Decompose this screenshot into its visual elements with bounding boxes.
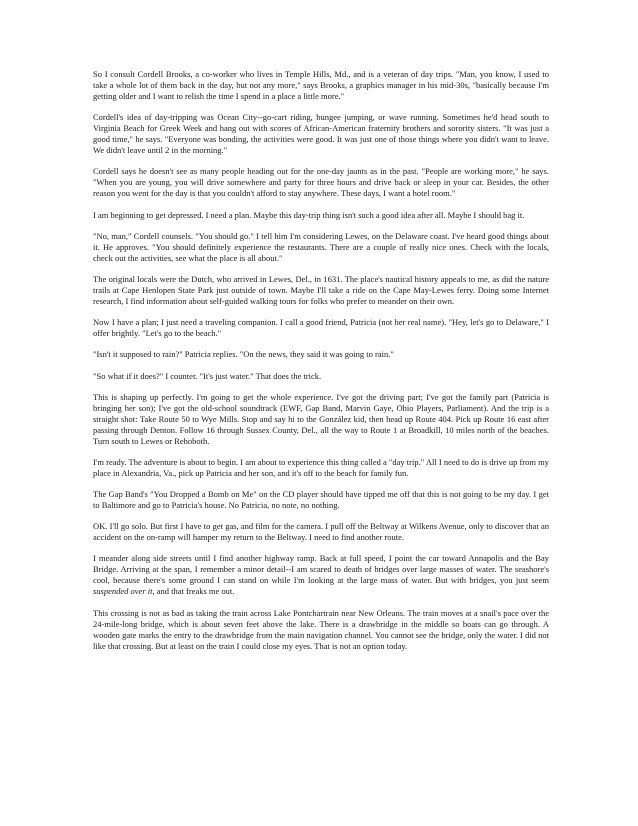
paragraph-ocean-city: Cordell's idea of day-tripping was Ocean City--go-cart riding, bungee jumping, or wave running. Sometimes he'd head south to Virginia Beach for Greek Week and hang out with scores of African-American fraternity brothers and sorority sisters. "It was just a good time," he says. "Everyone was bonding, the activities were good. It was just one of those things where you didn't want to leave. We didn't leave until 2 in the morning." (93, 112, 549, 156)
article-body (93, 69, 549, 662)
paragraph-route: This is shaping up perfectly. I'm going to get the whole experience. I've got the driving part; I've got the family part (Patricia is bringing her son); I've got the old-school soundtrack (EWF, Gap Band, Marvin Gaye, Ohio Players, Parliament). And the trip is a straight shot: Take Route 50 to Wye Mills. Stop and say hi to the González kid, then head up Route 404. Pick up Route 16 east after passing through Denton. Follow 16 through Sussex County, Del., all the way to Route 1 at Broadkill, 10 miles north of the beaches. Turn south to Lewes or Rehoboth. (93, 391, 549, 446)
paragraph-rain: "Isn't it supposed to rain?" Patricia replies. "On the news, they said it was going to rain." (93, 349, 394, 360)
paragraph-lewes: "No, man," Cordell counsels. "You should go." I tell him I'm considering Lewes, on the Delaware coast. I've heard good things about it. He approves. "You should definitely experience the restaurants. There are a couple of really nice ones. Check with the locals, check out the activities, see what the place is all about." (93, 230, 549, 263)
bridge-emphasis-text: suspended over it (93, 586, 153, 597)
paragraph-gap-band: The Gap Band's "You Dropped a Bomb on Me" on the CD player should have tipped me off that this is not going to be my day. I get to Baltimore and go to Patricia's house. No Patricia, no note, no nothing. (93, 489, 549, 511)
paragraph-companion: Now I have a plan; I just need a traveling companion. I call a good friend, Patricia (not her real name). "Hey, let's go to Delaware," I offer brightly. "Let's go to the beach." (93, 317, 549, 339)
paragraph-solo: OK. I'll go solo. But first I have to get gas, and film for the camera. I pull off the Beltway at Wilkens Avenue, only to discover that an accident on the on-ramp will hamper my return to the Beltway. I need to find another route. (93, 521, 549, 543)
bridge-lead-text: I meander along side streets until I find another highway ramp. Back at full speed, I point the car toward Annapolis and the Bay Bridge. Arriving at the span, I remember a minor detail--I am scared to death of bridges over large masses of water. The seashore's cool, because there's some ground I can stand on while I'm looking at the large mass of water. But with bridges, you just seem (93, 553, 549, 586)
paragraph-dutch-history: The original locals were the Dutch, who arrived in Lewes, Del., in 1631. The place's nautical history appeals to me, as did the nature trails at Cape Henlopen State Park just outside of town. Maybe I'll take a ride on the Cape May-Lewes ferry. Doing some Internet research, I find information about self-guided walking tours for folks who prefer to meander on their own. (93, 273, 549, 306)
paragraph-pontchartrain: This crossing is not as bad as taking the train across Lake Pontchartrain near New Orleans. The train moves at a snail's pace over the 24-mile-long bridge, which is about seven feet above the lake. There is a drawbridge in the middle so boats can go through. A wooden gate marks the entry to the drawbridge from the main navigation channel. You cannot see the bridge, only the water. I did not like that crossing. But at least on the train I could close my eyes. That is not an option today. (93, 607, 549, 651)
paragraph-bay-bridge (93, 553, 549, 597)
paragraph-ready: I'm ready. The adventure is about to begin. I am about to experience this thing called a "day trip." All I need to do is drive up from my place in Alexandria, Va., pick up Patricia and her son, and it's off to the beach for family fun. (93, 456, 549, 478)
paragraph-counter: "So what if it does?" I counter. "It's just water." That does the trick. (93, 370, 322, 381)
bridge-tail-text: , and that freaks me out. (152, 586, 235, 597)
paragraph-depressed: I am beginning to get depressed. I need a plan. Maybe this day-trip thing isn't such a good idea after all. Maybe I should bag it. (93, 209, 525, 220)
paragraph-brooks-intro: So I consult Cordell Brooks, a co-worker who lives in Temple Hills, Md., and is a veteran of day trips. "Man, you know, I used to take a whole lot of them back in the day, but not any more," says Brooks, a graphics manager in his mid-30s, "basically because I'm getting older and I want to relish the time I spend in a place a little more." (93, 69, 549, 101)
paragraph-hotel-room: Cordell says he doesn't see as many people heading out for the one-day jaunts as in the past. "People are working more," he says. "When you are young, you will drive somewhere and party for three hours and drive back or sleep in your car. Besides, the other reason you went for the day is that you couldn't afford to stay anywhere. These days, I want a hotel room." (93, 166, 549, 199)
